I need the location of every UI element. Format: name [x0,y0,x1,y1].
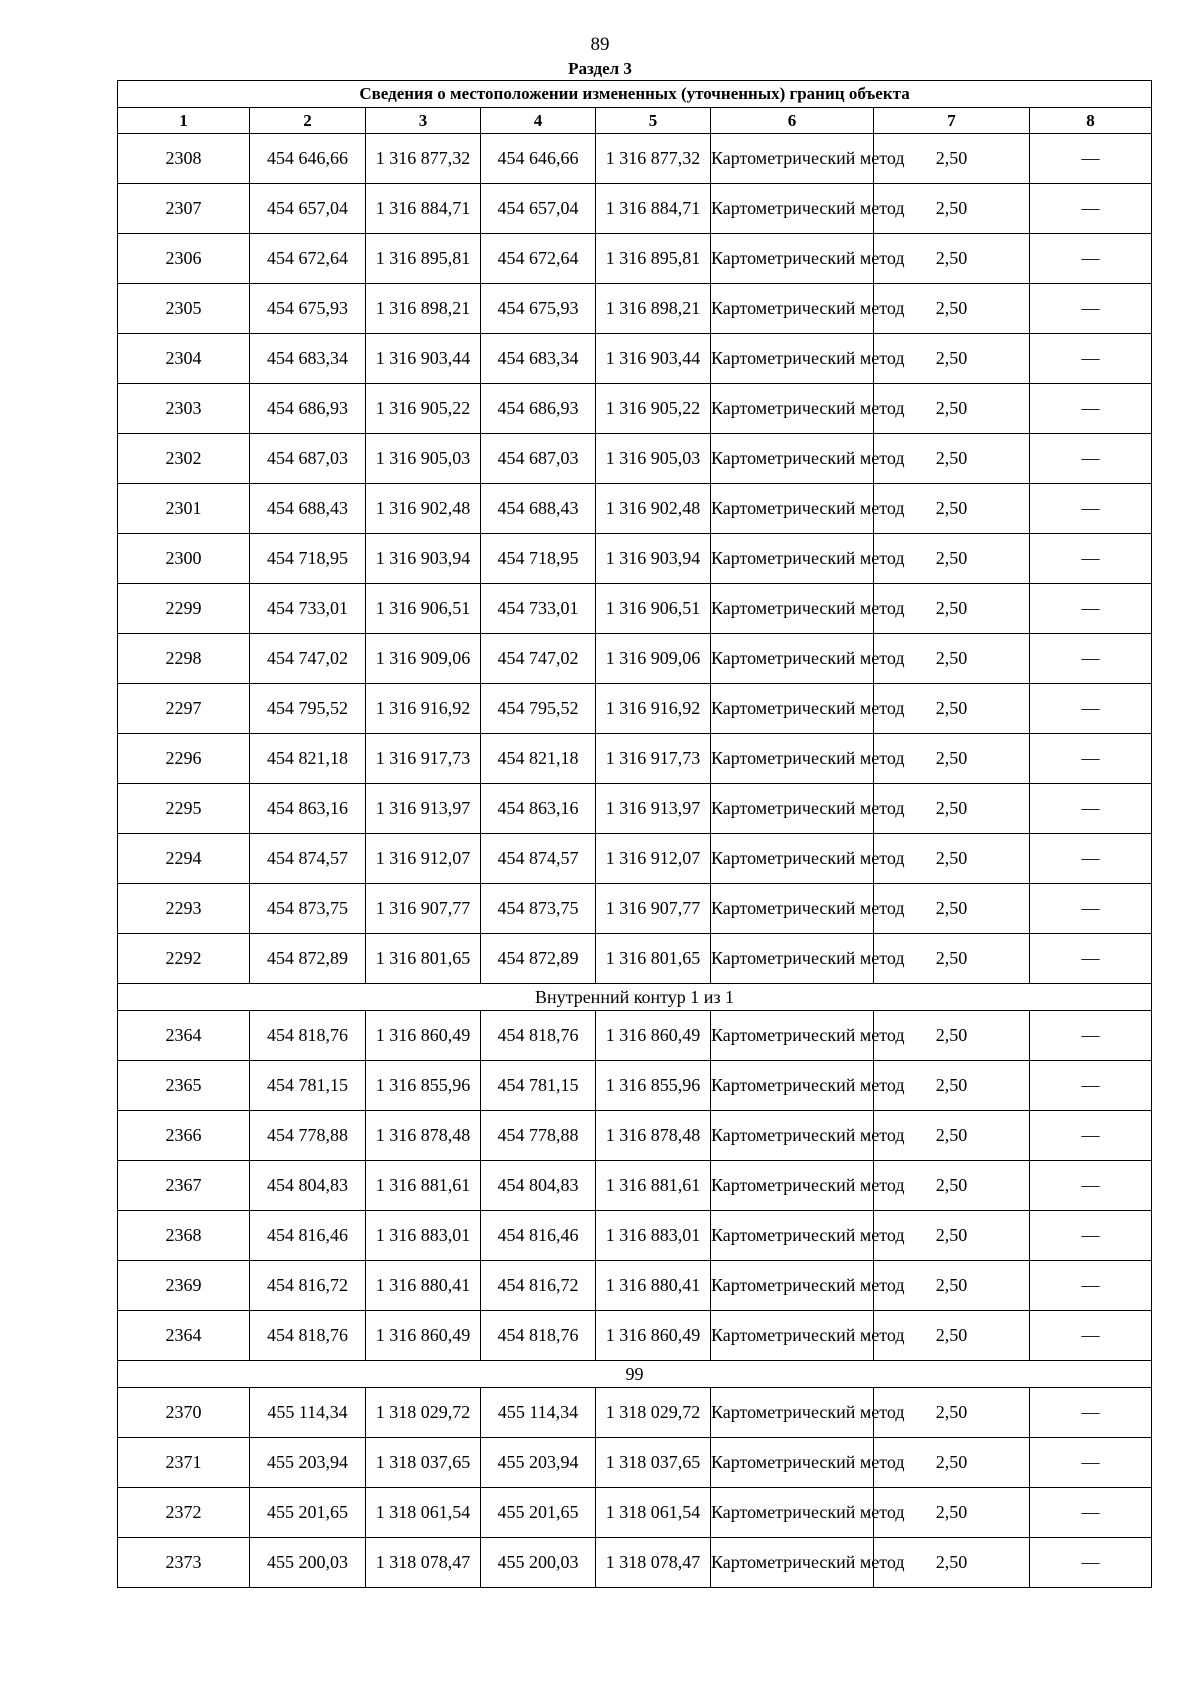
y-new-cell: 1 316 895,81 [596,234,711,284]
description-cell: — [1030,1061,1152,1111]
x-existing-cell: 454 818,76 [250,1011,366,1061]
table-row [118,284,1152,334]
description-cell: — [1030,1011,1152,1061]
y-new-cell: 1 316 884,71 [596,184,711,234]
point-number-cell: 2300 [118,534,250,584]
description-cell: — [1030,1538,1152,1588]
method-cell: Картометрический метод [711,1438,874,1488]
x-existing-cell: 454 672,64 [250,234,366,284]
y-existing-cell: 1 316 902,48 [366,484,481,534]
description-cell: — [1030,1111,1152,1161]
x-existing-cell: 454 687,03 [250,434,366,484]
accuracy-cell: 2,50 [874,1011,1030,1061]
table-row [118,1388,1152,1438]
y-new-cell: 1 316 906,51 [596,584,711,634]
description-cell: — [1030,284,1152,334]
column-header: 1 [118,108,250,134]
y-new-cell: 1 316 878,48 [596,1111,711,1161]
accuracy-cell: 2,50 [874,1161,1030,1211]
x-new-cell: 454 778,88 [481,1111,596,1161]
table-row [118,134,1152,184]
method-cell: Картометрический метод [711,934,874,984]
method-cell: Картометрический метод [711,584,874,634]
x-new-cell: 454 816,46 [481,1211,596,1261]
accuracy-cell: 2,50 [874,584,1030,634]
method-cell: Картометрический метод [711,1388,874,1438]
y-new-cell: 1 316 902,48 [596,484,711,534]
x-existing-cell: 454 874,57 [250,834,366,884]
point-number-cell: 2364 [118,1011,250,1061]
x-new-cell: 454 795,52 [481,684,596,734]
x-existing-cell: 454 675,93 [250,284,366,334]
description-cell: — [1030,1388,1152,1438]
y-new-cell: 1 316 917,73 [596,734,711,784]
table-row [118,1311,1152,1361]
point-number-cell: 2372 [118,1488,250,1538]
description-cell: — [1030,484,1152,534]
x-existing-cell: 454 863,16 [250,784,366,834]
point-number-cell: 2303 [118,384,250,434]
accuracy-cell: 2,50 [874,884,1030,934]
table-row [118,1261,1152,1311]
table-row [118,1211,1152,1261]
x-existing-cell: 455 200,03 [250,1538,366,1588]
accuracy-cell: 2,50 [874,284,1030,334]
method-cell: Картометрический метод [711,1538,874,1588]
y-new-cell: 1 316 881,61 [596,1161,711,1211]
table-row [118,1161,1152,1211]
point-number-cell: 2367 [118,1161,250,1211]
table-row [118,834,1152,884]
y-new-cell: 1 316 907,77 [596,884,711,934]
y-existing-cell: 1 316 907,77 [366,884,481,934]
x-existing-cell: 454 733,01 [250,584,366,634]
x-new-cell: 455 201,65 [481,1488,596,1538]
description-cell: — [1030,684,1152,734]
table-title-row [118,81,1152,108]
point-number-cell: 2301 [118,484,250,534]
y-existing-cell: 1 316 917,73 [366,734,481,784]
x-new-cell: 454 747,02 [481,634,596,684]
x-existing-cell: 455 114,34 [250,1388,366,1438]
x-existing-cell: 454 872,89 [250,934,366,984]
y-new-cell: 1 316 877,32 [596,134,711,184]
point-number-cell: 2293 [118,884,250,934]
point-number-cell: 2305 [118,284,250,334]
accuracy-cell: 2,50 [874,784,1030,834]
y-new-cell: 1 316 880,41 [596,1261,711,1311]
table-row [118,184,1152,234]
y-new-cell: 1 316 883,01 [596,1211,711,1261]
x-new-cell: 454 781,15 [481,1061,596,1111]
y-existing-cell: 1 316 881,61 [366,1161,481,1211]
x-new-cell: 454 874,57 [481,834,596,884]
y-new-cell: 1 316 916,92 [596,684,711,734]
x-existing-cell: 454 646,66 [250,134,366,184]
x-new-cell: 455 200,03 [481,1538,596,1588]
accuracy-cell: 2,50 [874,334,1030,384]
description-cell: — [1030,584,1152,634]
point-number-cell: 2365 [118,1061,250,1111]
point-number-cell: 2369 [118,1261,250,1311]
description-cell: — [1030,1211,1152,1261]
table-row [118,784,1152,834]
y-existing-cell: 1 316 855,96 [366,1061,481,1111]
method-cell: Картометрический метод [711,184,874,234]
y-new-cell: 1 316 898,21 [596,284,711,334]
table-row [118,1488,1152,1538]
accuracy-cell: 2,50 [874,1061,1030,1111]
x-existing-cell: 454 781,15 [250,1061,366,1111]
x-existing-cell: 454 816,72 [250,1261,366,1311]
x-existing-cell: 454 718,95 [250,534,366,584]
method-cell: Картометрический метод [711,1161,874,1211]
description-cell: — [1030,384,1152,434]
x-new-cell: 454 657,04 [481,184,596,234]
y-existing-cell: 1 316 903,44 [366,334,481,384]
table-row [118,234,1152,284]
accuracy-cell: 2,50 [874,384,1030,434]
method-cell: Картометрический метод [711,684,874,734]
y-existing-cell: 1 316 903,94 [366,534,481,584]
y-existing-cell: 1 316 898,21 [366,284,481,334]
table-header-row [118,108,1152,134]
point-number-cell: 2307 [118,184,250,234]
accuracy-cell: 2,50 [874,184,1030,234]
coordinates-table [117,80,1152,1588]
accuracy-cell: 2,50 [874,834,1030,884]
y-new-cell: 1 316 855,96 [596,1061,711,1111]
method-cell: Картометрический метод [711,734,874,784]
description-cell: — [1030,334,1152,384]
description-cell: — [1030,134,1152,184]
table-row [118,1111,1152,1161]
x-new-cell: 454 672,64 [481,234,596,284]
contour-label-row [118,1361,1152,1388]
y-existing-cell: 1 318 061,54 [366,1488,481,1538]
table-body [118,134,1152,1588]
y-new-cell: 1 318 037,65 [596,1438,711,1488]
description-cell: — [1030,834,1152,884]
accuracy-cell: 2,50 [874,684,1030,734]
column-header: 4 [481,108,596,134]
accuracy-cell: 2,50 [874,1211,1030,1261]
column-header: 2 [250,108,366,134]
description-cell: — [1030,634,1152,684]
method-cell: Картометрический метод [711,1011,874,1061]
description-cell: — [1030,734,1152,784]
point-number-cell: 2292 [118,934,250,984]
x-existing-cell: 454 818,76 [250,1311,366,1361]
y-new-cell: 1 316 903,94 [596,534,711,584]
point-number-cell: 2302 [118,434,250,484]
x-existing-cell: 455 201,65 [250,1488,366,1538]
point-number-cell: 2370 [118,1388,250,1438]
accuracy-cell: 2,50 [874,934,1030,984]
y-existing-cell: 1 316 905,03 [366,434,481,484]
table-row [118,384,1152,434]
accuracy-cell: 2,50 [874,1261,1030,1311]
method-cell: Картометрический метод [711,384,874,434]
x-new-cell: 455 203,94 [481,1438,596,1488]
x-new-cell: 454 863,16 [481,784,596,834]
table-row [118,1438,1152,1488]
y-new-cell: 1 316 913,97 [596,784,711,834]
accuracy-cell: 2,50 [874,484,1030,534]
table-row [118,534,1152,584]
accuracy-cell: 2,50 [874,1111,1030,1161]
x-existing-cell: 454 683,34 [250,334,366,384]
description-cell: — [1030,534,1152,584]
x-new-cell: 454 818,76 [481,1011,596,1061]
y-existing-cell: 1 316 905,22 [366,384,481,434]
table-row [118,1061,1152,1111]
method-cell: Картометрический метод [711,784,874,834]
x-new-cell: 454 872,89 [481,934,596,984]
y-existing-cell: 1 318 037,65 [366,1438,481,1488]
x-new-cell: 454 675,93 [481,284,596,334]
accuracy-cell: 2,50 [874,1311,1030,1361]
method-cell: Картометрический метод [711,1211,874,1261]
point-number-cell: 2364 [118,1311,250,1361]
x-new-cell: 454 718,95 [481,534,596,584]
point-number-cell: 2306 [118,234,250,284]
y-new-cell: 1 316 905,03 [596,434,711,484]
method-cell: Картометрический метод [711,434,874,484]
point-number-cell: 2299 [118,584,250,634]
x-new-cell: 454 646,66 [481,134,596,184]
description-cell: — [1030,184,1152,234]
y-new-cell: 1 318 061,54 [596,1488,711,1538]
contour-label: 99 [118,1361,1152,1388]
x-existing-cell: 455 203,94 [250,1438,366,1488]
point-number-cell: 2373 [118,1538,250,1588]
y-existing-cell: 1 316 883,01 [366,1211,481,1261]
description-cell: — [1030,1311,1152,1361]
table-row [118,334,1152,384]
x-new-cell: 454 686,93 [481,384,596,434]
y-new-cell: 1 316 860,49 [596,1011,711,1061]
accuracy-cell: 2,50 [874,1438,1030,1488]
x-new-cell: 454 873,75 [481,884,596,934]
table-row [118,1011,1152,1061]
accuracy-cell: 2,50 [874,1538,1030,1588]
description-cell: — [1030,884,1152,934]
x-new-cell: 454 683,34 [481,334,596,384]
description-cell: — [1030,234,1152,284]
method-cell: Картометрический метод [711,284,874,334]
method-cell: Картометрический метод [711,1311,874,1361]
x-existing-cell: 454 688,43 [250,484,366,534]
method-cell: Картометрический метод [711,134,874,184]
table-row [118,484,1152,534]
y-existing-cell: 1 316 912,07 [366,834,481,884]
table-row [118,934,1152,984]
y-existing-cell: 1 316 916,92 [366,684,481,734]
x-existing-cell: 454 816,46 [250,1211,366,1261]
table-row [118,884,1152,934]
y-existing-cell: 1 316 860,49 [366,1011,481,1061]
method-cell: Картометрический метод [711,834,874,884]
point-number-cell: 2366 [118,1111,250,1161]
accuracy-cell: 2,50 [874,434,1030,484]
x-new-cell: 454 818,76 [481,1311,596,1361]
x-new-cell: 454 688,43 [481,484,596,534]
accuracy-cell: 2,50 [874,634,1030,684]
point-number-cell: 2297 [118,684,250,734]
y-existing-cell: 1 316 877,32 [366,134,481,184]
y-existing-cell: 1 316 880,41 [366,1261,481,1311]
y-existing-cell: 1 316 913,97 [366,784,481,834]
description-cell: — [1030,784,1152,834]
y-existing-cell: 1 316 895,81 [366,234,481,284]
method-cell: Картометрический метод [711,634,874,684]
method-cell: Картометрический метод [711,884,874,934]
table-row [118,734,1152,784]
description-cell: — [1030,1161,1152,1211]
contour-label: Внутренний контур 1 из 1 [118,984,1152,1011]
description-cell: — [1030,1261,1152,1311]
accuracy-cell: 2,50 [874,1388,1030,1438]
column-header: 8 [1030,108,1152,134]
accuracy-cell: 2,50 [874,134,1030,184]
y-new-cell: 1 316 860,49 [596,1311,711,1361]
y-new-cell: 1 318 078,47 [596,1538,711,1588]
method-cell: Картометрический метод [711,1061,874,1111]
table-title: Сведения о местоположении измененных (уточненных) границ объекта [118,81,1152,108]
table-row [118,434,1152,484]
section-title: Раздел 3 [568,59,632,78]
y-existing-cell: 1 316 909,06 [366,634,481,684]
method-cell: Картометрический метод [711,334,874,384]
y-existing-cell: 1 316 884,71 [366,184,481,234]
method-cell: Картометрический метод [711,484,874,534]
point-number-cell: 2295 [118,784,250,834]
y-new-cell: 1 316 801,65 [596,934,711,984]
contour-label-row [118,984,1152,1011]
method-cell: Картометрический метод [711,1261,874,1311]
column-header: 6 [711,108,874,134]
page-number: 89 [590,34,610,55]
column-header: 3 [366,108,481,134]
table-row [118,684,1152,734]
method-cell: Картометрический метод [711,1111,874,1161]
y-existing-cell: 1 316 860,49 [366,1311,481,1361]
x-existing-cell: 454 873,75 [250,884,366,934]
accuracy-cell: 2,50 [874,1488,1030,1538]
column-header: 7 [874,108,1030,134]
method-cell: Картометрический метод [711,1488,874,1538]
y-new-cell: 1 316 905,22 [596,384,711,434]
description-cell: — [1030,1438,1152,1488]
table-row [118,1538,1152,1588]
x-new-cell: 455 114,34 [481,1388,596,1438]
table-row [118,584,1152,634]
accuracy-cell: 2,50 [874,734,1030,784]
table-row [118,634,1152,684]
y-new-cell: 1 316 903,44 [596,334,711,384]
y-existing-cell: 1 316 906,51 [366,584,481,634]
y-existing-cell: 1 316 878,48 [366,1111,481,1161]
accuracy-cell: 2,50 [874,534,1030,584]
point-number-cell: 2304 [118,334,250,384]
y-new-cell: 1 316 912,07 [596,834,711,884]
point-number-cell: 2298 [118,634,250,684]
description-cell: — [1030,934,1152,984]
point-number-cell: 2294 [118,834,250,884]
x-existing-cell: 454 821,18 [250,734,366,784]
x-existing-cell: 454 795,52 [250,684,366,734]
x-new-cell: 454 733,01 [481,584,596,634]
point-number-cell: 2368 [118,1211,250,1261]
y-existing-cell: 1 316 801,65 [366,934,481,984]
accuracy-cell: 2,50 [874,234,1030,284]
method-cell: Картометрический метод [711,534,874,584]
point-number-cell: 2371 [118,1438,250,1488]
x-new-cell: 454 804,83 [481,1161,596,1211]
y-new-cell: 1 316 909,06 [596,634,711,684]
point-number-cell: 2296 [118,734,250,784]
method-cell: Картометрический метод [711,234,874,284]
column-header: 5 [596,108,711,134]
x-new-cell: 454 821,18 [481,734,596,784]
description-cell: — [1030,434,1152,484]
x-new-cell: 454 687,03 [481,434,596,484]
x-existing-cell: 454 778,88 [250,1111,366,1161]
y-new-cell: 1 318 029,72 [596,1388,711,1438]
point-number-cell: 2308 [118,134,250,184]
description-cell: — [1030,1488,1152,1538]
x-existing-cell: 454 747,02 [250,634,366,684]
x-existing-cell: 454 657,04 [250,184,366,234]
y-existing-cell: 1 318 029,72 [366,1388,481,1438]
y-existing-cell: 1 318 078,47 [366,1538,481,1588]
x-new-cell: 454 816,72 [481,1261,596,1311]
x-existing-cell: 454 686,93 [250,384,366,434]
x-existing-cell: 454 804,83 [250,1161,366,1211]
